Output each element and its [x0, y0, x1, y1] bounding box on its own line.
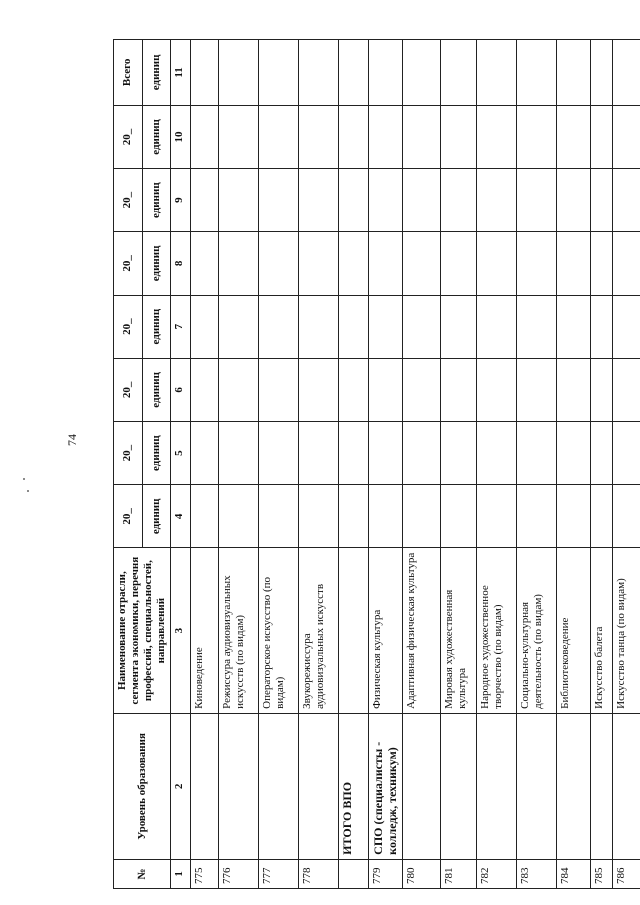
header-year: 20_ [114, 421, 143, 484]
header-num: № [114, 859, 171, 888]
table-row [441, 40, 477, 889]
row-num: 779 [369, 859, 403, 888]
table-row [369, 40, 403, 889]
row-name: Операторское искусство (по видам) [259, 548, 299, 713]
header-year: 20_ [114, 485, 143, 548]
education-table [113, 39, 640, 889]
table-row [219, 40, 259, 889]
row-num: 786 [613, 859, 640, 888]
row-name [339, 548, 369, 713]
header-year: 20_ [114, 105, 143, 168]
row-level [191, 713, 219, 859]
row-num: 785 [591, 859, 613, 888]
column-index: 8 [171, 232, 191, 295]
row-name: Киноведение [191, 548, 219, 713]
row-num: 777 [259, 859, 299, 888]
column-index: 4 [171, 485, 191, 548]
header-unit: единиц [142, 105, 171, 168]
page-number: 74 [65, 434, 79, 446]
header-unit: единиц [142, 169, 171, 232]
header-level: Уровень образования [114, 713, 171, 859]
column-index: 11 [171, 40, 191, 106]
scan-speck [23, 478, 25, 480]
row-level [477, 713, 517, 859]
header-year: 20_ [114, 232, 143, 295]
header-year: 20_ [114, 295, 143, 358]
column-index: 1 [171, 859, 191, 888]
rotated-table-page [113, 39, 627, 889]
column-index: 7 [171, 295, 191, 358]
row-level [403, 713, 441, 859]
row-name: Физическая культура [369, 548, 403, 713]
row-num: 782 [477, 859, 517, 888]
row-name: Режиссура аудиовизуальных искусств (по видам) [219, 548, 259, 713]
header-unit: единиц [142, 421, 171, 484]
table-row [477, 40, 517, 889]
header-unit: единиц [142, 40, 171, 106]
row-num: 784 [557, 859, 591, 888]
row-level [299, 713, 339, 859]
row-level [613, 713, 640, 859]
header-total: Всего [114, 40, 143, 106]
row-num [339, 859, 369, 888]
column-index: 5 [171, 421, 191, 484]
column-index: 10 [171, 105, 191, 168]
row-name: Искусство балета [591, 548, 613, 713]
row-level [591, 713, 613, 859]
row-num: 780 [403, 859, 441, 888]
table-row [613, 40, 640, 889]
header-unit: единиц [142, 358, 171, 421]
scan-speck [27, 490, 29, 492]
table-row [517, 40, 557, 889]
column-index: 9 [171, 169, 191, 232]
header-unit: единиц [142, 295, 171, 358]
row-num: 783 [517, 859, 557, 888]
row-level [441, 713, 477, 859]
row-level-total: ИТОГО ВПО [339, 713, 369, 859]
row-level [259, 713, 299, 859]
header-year: 20_ [114, 358, 143, 421]
row-name: Искусство танца (по видам) [613, 548, 640, 713]
column-index: 3 [171, 548, 191, 713]
row-level [557, 713, 591, 859]
table-row [299, 40, 339, 889]
table-row [403, 40, 441, 889]
row-num: 776 [219, 859, 259, 888]
row-level [517, 713, 557, 859]
table-row [191, 40, 219, 889]
row-level: СПО (специалисты - колледж, техникум) [369, 713, 403, 859]
row-name: Социально-культурная деятельность (по видам) [517, 548, 557, 713]
row-num: 781 [441, 859, 477, 888]
row-name: Библиотековедение [557, 548, 591, 713]
table-row [557, 40, 591, 889]
header-unit: единиц [142, 485, 171, 548]
row-name: Народное художественное творчество (по видам) [477, 548, 517, 713]
column-index: 6 [171, 358, 191, 421]
table-row [591, 40, 613, 889]
header-year: 20_ [114, 169, 143, 232]
row-name: Мировая художественная культура [441, 548, 477, 713]
header-unit: единиц [142, 232, 171, 295]
row-name: Адаптивная физическая культура [403, 548, 441, 713]
table-row [259, 40, 299, 889]
header-name: Наименование отрасли, сегмента экономики, перечня профессий, специальностей, направлений [114, 548, 171, 713]
table-row-total [339, 40, 369, 889]
row-num: 775 [191, 859, 219, 888]
column-index: 2 [171, 713, 191, 859]
row-name: Звукорежиссура аудиовизуальных искусств [299, 548, 339, 713]
row-num: 778 [299, 859, 339, 888]
row-level [219, 713, 259, 859]
